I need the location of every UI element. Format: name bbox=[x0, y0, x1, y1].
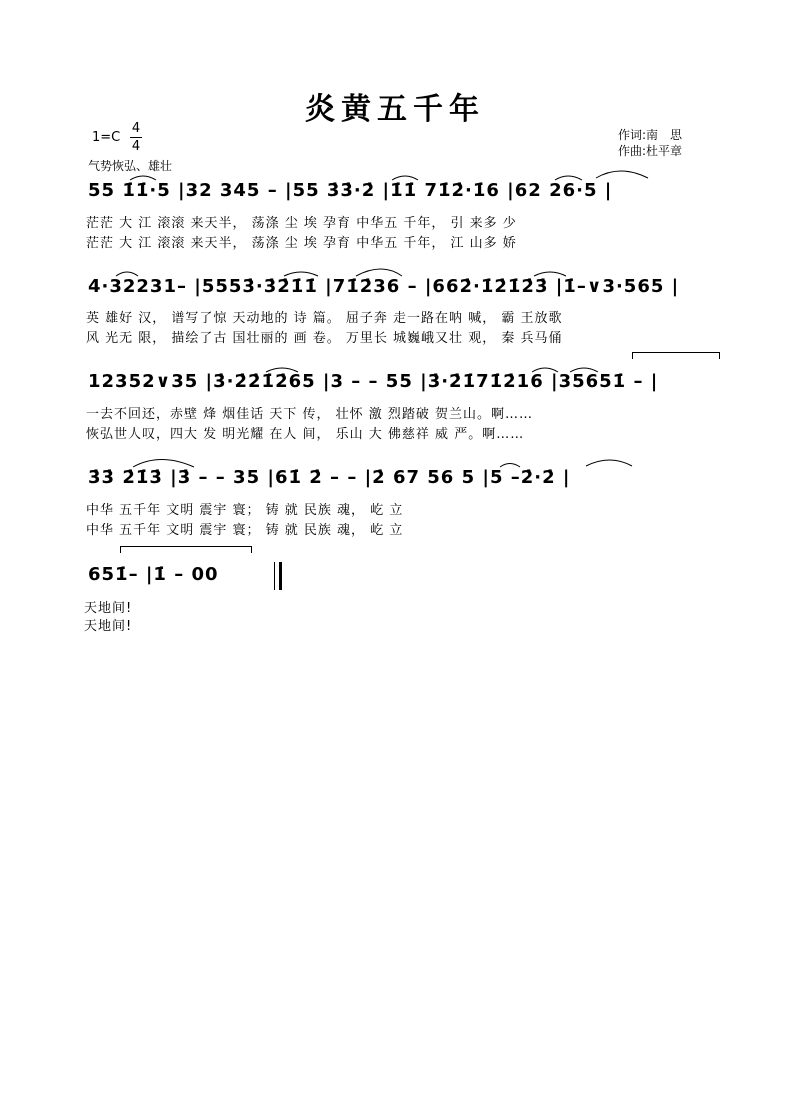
slur bbox=[586, 460, 632, 466]
notation-line-3: 12352∨35 |3̇·2̇2̇1̇2̇65 |3 – – 55 |3̇·2̇1̇71̇2̇16 |35651̇ – | bbox=[88, 371, 659, 392]
slur bbox=[596, 171, 648, 178]
lyrics-line-3b: 恢弘世人叹，四大 发 明光耀 在人 间， 乐山 大 佛慈祥 威 严。啊…… bbox=[86, 427, 525, 442]
notation-line-5: 651̇– |1̇ – 00 bbox=[88, 564, 219, 585]
lyrics-line-2b: 风 光无 限， 描绘了古 国壮丽的 画 卷。 万里长 城巍峨又壮 观， 秦 兵马俑 bbox=[86, 331, 563, 346]
lyrics-line-5b: 天地间! bbox=[84, 619, 133, 634]
slur bbox=[532, 368, 558, 372]
tempo-mark: 气势恢弘、雄壮 bbox=[88, 159, 173, 173]
lyrics-line-5a: 天地间! bbox=[84, 601, 133, 616]
notation-line-2: 4·32231– |5553̇·3̇2̇1̇1̇ |71̇2̇36 – |662̇·1̇2̇1̇2̇3̇ |1̇–∨3·565 | bbox=[88, 276, 680, 297]
composer-credit: 作曲:杜平章 bbox=[618, 144, 683, 158]
lyrics-line-1b: 茫茫 大 江 滚滚 来天半， 荡涤 尘 埃 孕育 中华五 千年， 江 山多 娇 bbox=[86, 236, 517, 251]
slur bbox=[266, 368, 298, 372]
lyricist-credit: 作词:南 思 bbox=[618, 128, 683, 142]
lyrics-line-4b: 中华 五千年 文明 震宇 寰； 铸 就 民族 魂， 屹 立 bbox=[86, 523, 404, 538]
time-signature-top: 4 bbox=[131, 121, 141, 136]
time-signature-bottom: 4 bbox=[131, 139, 141, 154]
key-signature: 1=C bbox=[92, 130, 121, 145]
slur bbox=[284, 272, 318, 276]
lyrics-line-2a: 英 雄好 汉， 谱写了惊 天动地的 诗 篇。 屈子奔 走一路在呐 喊， 霸 王放歌 bbox=[86, 311, 563, 326]
notation-line-4: 3̇3̇ 2̇1̇3̇ |3̇ – – 35 |61̇ 2̇ – – |2̇ 67 56 5 |5 –2̇·2̇ | bbox=[88, 467, 571, 488]
page-title: 炎黄五千年 bbox=[305, 92, 485, 127]
lyrics-line-1a: 茫茫 大 江 滚滚 来天半， 荡涤 尘 埃 孕育 中华五 千年， 引 来多 少 bbox=[86, 216, 517, 231]
lyrics-line-4a: 中华 五千年 文明 震宇 寰； 铸 就 民族 魂， 屹 立 bbox=[86, 503, 404, 518]
slur bbox=[130, 176, 156, 180]
slur bbox=[356, 269, 402, 276]
slur bbox=[570, 368, 598, 372]
slur bbox=[534, 272, 566, 276]
lyrics-line-3a: 一去不回还，赤壁 烽 烟佳话 天下 传， 壮怀 激 烈踏破 贺兰山。啊…… bbox=[86, 407, 534, 422]
slur bbox=[500, 464, 520, 468]
slur bbox=[392, 176, 418, 180]
slur bbox=[133, 460, 194, 468]
slur bbox=[555, 176, 582, 180]
slur bbox=[116, 272, 138, 276]
notation-line-1: 55 1̇1̇·5 |32 345 – |55 3̇3̇·2̇ |1̇1̇ 71̇2̇·1̇6 |62 26·5 | bbox=[88, 180, 613, 201]
